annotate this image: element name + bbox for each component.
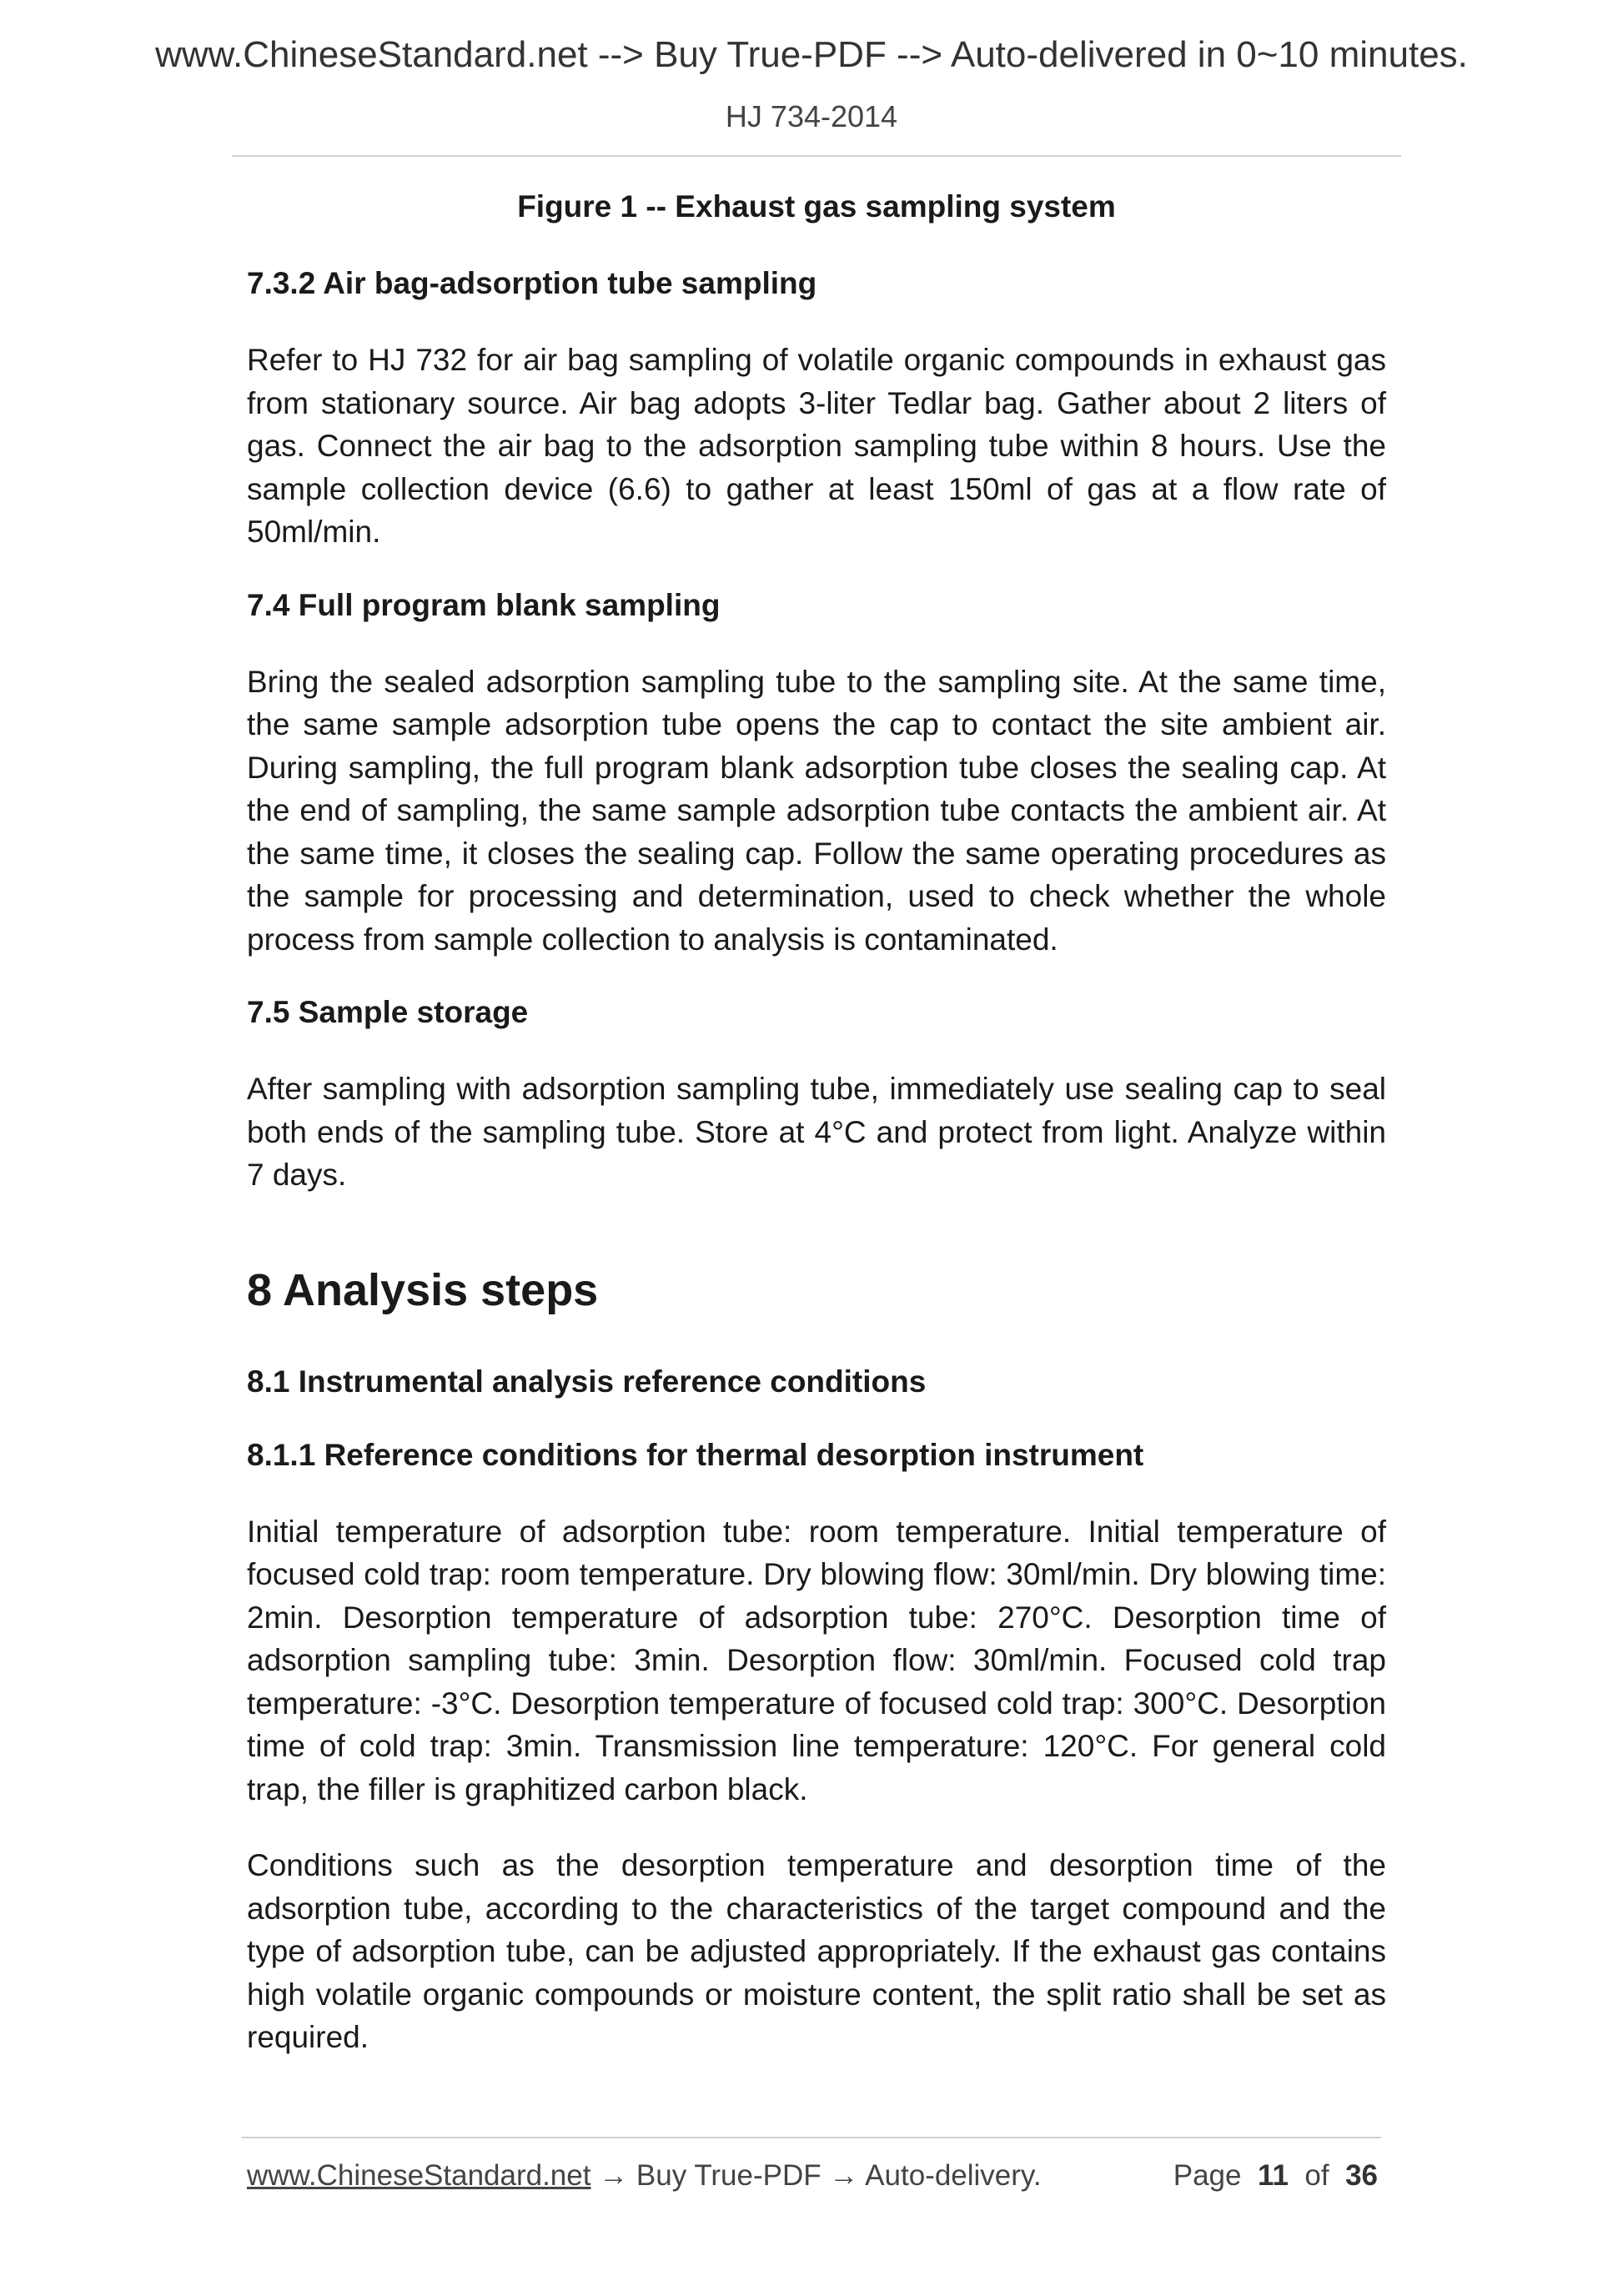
footer-promo: [247, 2158, 1042, 2193]
section-8-1-1-text-1: Initial temperature of adsorption tube: room temperature. Initial temperature of focused cold trap: room temperature. Dry blowing flow: 30ml/min. Dry blowing time: 2min. Desorption temperature of adsorption tube: 270°C. Desorption time of adsorption sampling tube: 3min. Desorption flow: 30ml/min. Focused cold trap temperature: -3°C. Desorption temperature of focused cold trap: 300°C. Desorption time of cold trap: 3min. Transmission line temperature: 120°C. For general cold trap, the filler is graphitized carbon black.: [247, 1514, 1386, 1806]
section-8-1-1-heading: 8.1.1 Reference conditions for thermal desorption instrument: [247, 1437, 1144, 1472]
section-8-1-heading: 8.1 Instrumental analysis reference conditions: [247, 1364, 927, 1399]
page-indicator: [1173, 2158, 1378, 2193]
site-banner: www.ChineseStandard.net --> Buy True-PDF --> Auto-delivered in 0~10 minutes.: [155, 34, 1468, 75]
header-divider: [232, 155, 1401, 157]
section-7-4-heading: 7.4 Full program blank sampling: [247, 587, 721, 622]
page-word: Page: [1173, 2159, 1242, 2192]
section-7-3-2-text: Refer to HJ 732 for air bag sampling of volatile organic compounds in exhaust gas from stationary source. Air bag adopts 3-liter Tedlar bag. Gather about 2 liters of gas. Connect the air bag to the adsorption sampling tube within 8 hours. Use the sample collection device (6.6) to gather at least 150ml of gas at a flow rate of 50ml/min.: [247, 343, 1386, 549]
section-7-5-heading: 7.5 Sample storage: [247, 995, 529, 1029]
page-content: [247, 188, 1386, 2093]
of-word: of: [1304, 2159, 1329, 2192]
section-7-5-text: After sampling with adsorption sampling tube, immediately use sealing cap to seal both ends of the sampling tube. Store at 4°C and protect from light. Analyze within 7 days.: [247, 1072, 1386, 1192]
page-number: 11: [1257, 2159, 1289, 2192]
footer-promo-text: → Buy True-PDF → Auto-delivery.: [590, 2159, 1042, 2192]
figure-caption: Figure 1 -- Exhaust gas sampling system: [517, 189, 1116, 224]
footer-divider: [242, 2137, 1381, 2138]
section-7-4-text: Bring the sealed adsorption sampling tube to the sampling site. At the same time, the same sample adsorption tube opens the cap to contact the site ambient air. During sampling, the full program blank adsorption tube closes the sealing cap. At the end of sampling, the same sample adsorption tube contacts the ambient air. At the same time, it closes the sealing cap. Follow the same operating procedures as the sample for processing and determination, used to check whether the whole process from sample collection to analysis is contaminated.: [247, 664, 1386, 957]
section-8-1-1-text-2: Conditions such as the desorption temperature and desorption time of the adsorption tube, according to the characteristics of the target compound and the type of adsorption tube, can be adjusted appropriately. If the exhaust gas contains high volatile organic compounds or moisture content, the split ratio shall be set as required.: [247, 1848, 1386, 2054]
total-pages: 36: [1345, 2159, 1378, 2192]
document-id: HJ 734-2014: [725, 99, 898, 133]
footer-site-link[interactable]: www.ChineseStandard.net: [247, 2159, 591, 2192]
section-7-3-2-heading: 7.3.2 Air bag-adsorption tube sampling: [247, 266, 817, 300]
section-8-heading: 8 Analysis steps: [247, 1264, 599, 1315]
